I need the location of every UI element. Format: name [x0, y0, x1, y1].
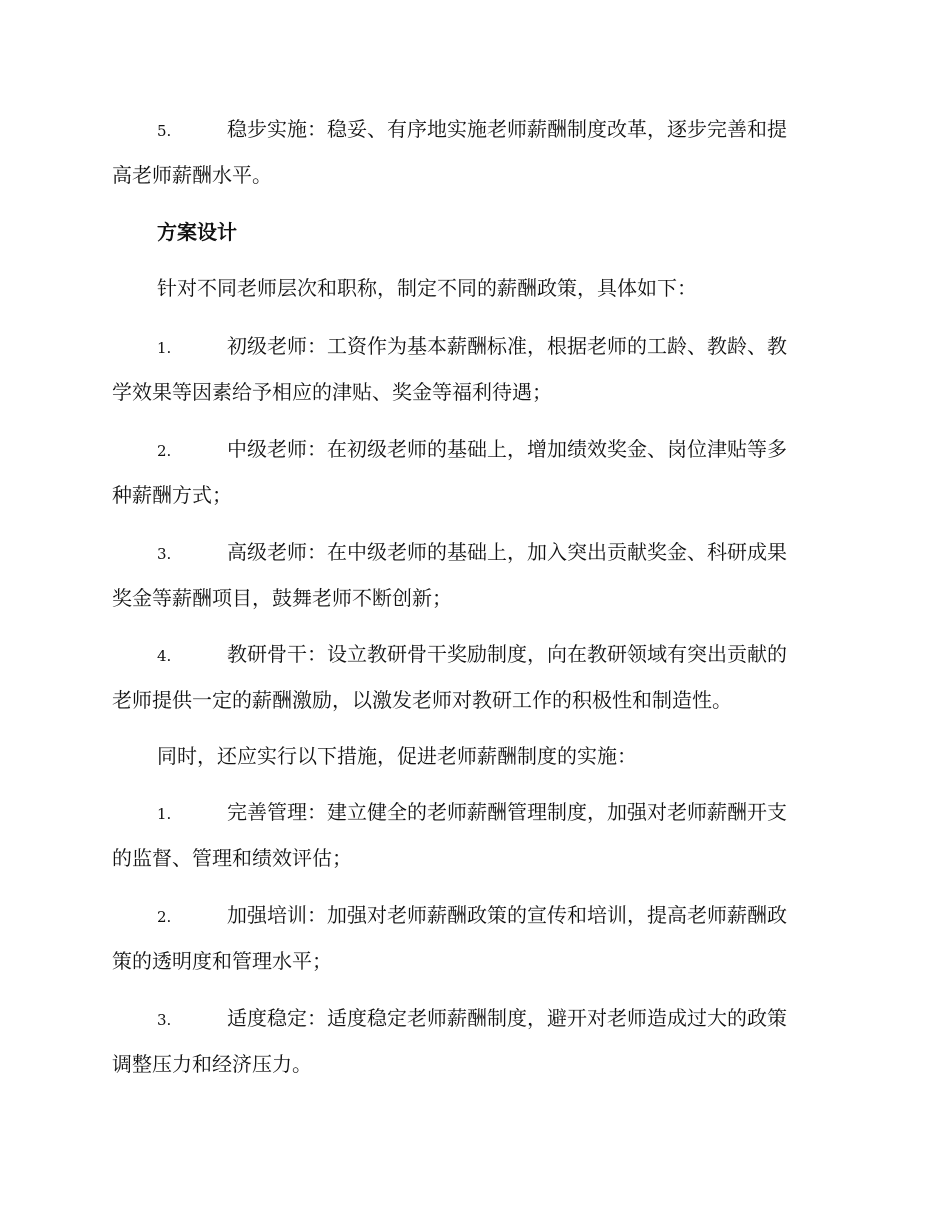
list-text-continued: 老师提供一定的薪酬激励，以激发老师对教研工作的积极性和制造性。: [112, 688, 732, 712]
section-heading: 方案设计: [157, 220, 237, 244]
list-number: 3.: [157, 1011, 172, 1029]
list-text-continued: 高老师薪酬水平。: [112, 163, 272, 187]
intro-paragraph: 针对不同老师层次和职称，制定不同的薪酬政策，具体如下：: [157, 276, 697, 300]
list-text-continued: 奖金等薪酬项目，鼓舞老师不断创新；: [112, 586, 452, 610]
list-item: [112, 893, 837, 983]
measures-intro-paragraph: 同时，还应实行以下措施，促进老师薪酬制度的实施：: [157, 744, 637, 768]
list-number: 2.: [157, 908, 172, 926]
list-number: 4.: [157, 647, 172, 665]
list-number: 3.: [157, 545, 172, 563]
list-item: [112, 790, 837, 880]
list-item: [112, 530, 837, 620]
list-text-continued: 学效果等因素给予相应的津贴、奖金等福利待遇；: [112, 380, 552, 404]
list-item: [112, 427, 837, 517]
list-item: [112, 996, 837, 1086]
list-number: 1.: [157, 805, 172, 823]
list-text: 完善管理：建立健全的老师薪酬管理制度，加强对老师薪酬开支: [227, 800, 787, 824]
list-text: 中级老师：在初级老师的基础上，增加绩效奖金、岗位津贴等多: [227, 437, 787, 461]
list-text-continued: 的监督、管理和绩效评估；: [112, 846, 352, 870]
list-text: 初级老师：工资作为基本薪酬标准，根据老师的工龄、教龄、教: [227, 334, 787, 358]
list-text: 高级老师：在中级老师的基础上，加入突出贡献奖金、科研成果: [227, 540, 787, 564]
list-text-continued: 种薪酬方式；: [112, 483, 232, 507]
list-item: [112, 107, 837, 197]
list-text: 加强培训：加强对老师薪酬政策的宣传和培训，提高老师薪酬政: [227, 903, 787, 927]
list-item: [112, 632, 837, 722]
list-number: 2.: [157, 442, 172, 460]
list-text: 稳步实施：稳妥、有序地实施老师薪酬制度改革，逐步完善和提: [227, 117, 787, 141]
list-text: 适度稳定：适度稳定老师薪酬制度，避开对老师造成过大的政策: [227, 1006, 787, 1030]
list-text: 教研骨干：设立教研骨干奖励制度，向在教研领域有突出贡献的: [227, 642, 787, 666]
list-item: [112, 324, 837, 414]
list-text-continued: 调整压力和经济压力。: [112, 1052, 312, 1076]
list-text-continued: 策的透明度和管理水平；: [112, 949, 332, 973]
list-number: 1.: [157, 339, 172, 357]
list-number: 5.: [157, 122, 172, 140]
